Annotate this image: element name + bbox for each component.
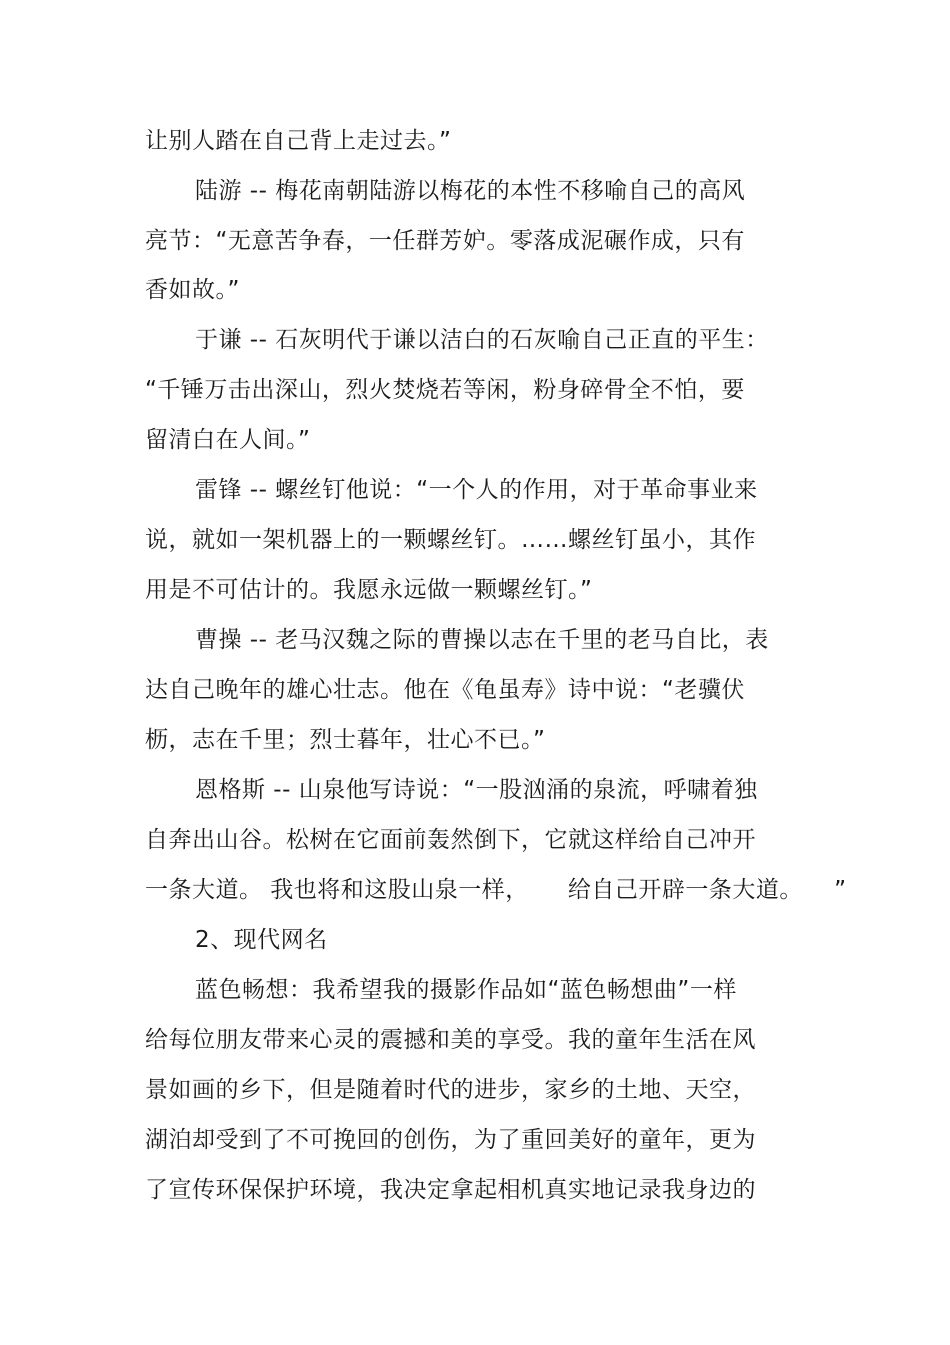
text-line: 湖泊却受到了不可挽回的创伤，为了重回美好的童年，更为 xyxy=(145,1127,756,1153)
text-line: 枥，志在千里；烈士暮年，壮心不已。” xyxy=(145,727,546,753)
text-line: 自奔出山谷。松树在它面前轰然倒下，它就这样给自己冲开 xyxy=(145,827,756,853)
text-line: 亮节：“无意苦争春，一任群芳妒。零落成泥碾作成，只有 xyxy=(145,228,745,254)
paragraph-start-line: 雷锋 -- 螺丝钉他说：“一个人的作用，对于革命事业来 xyxy=(195,477,758,503)
text-line: 让别人踏在自己背上走过去。” xyxy=(145,128,452,154)
text-line: “千锤万击出深山，烈火焚烧若等闲，粉身碎骨全不怕，要 xyxy=(145,377,745,403)
paragraph-start-line: 曹操 -- 老马汉魏之际的曹操以志在千里的老马自比，表 xyxy=(195,627,769,653)
text-line: 用是不可估计的。我愿永远做一颗螺丝钉。” xyxy=(145,577,593,603)
text-line: 给每位朋友带来心灵的震撼和美的享受。我的童年生活在风 xyxy=(145,1027,756,1053)
paragraph-start-line: 于谦 -- 石灰明代于谦以洁白的石灰喻自己正直的平生： xyxy=(195,327,769,353)
text-line: 说，就如一架机器上的一颗螺丝钉。……螺丝钉虽小，其作 xyxy=(145,527,756,553)
text-line: 了宣传环保保护环境，我决定拿起相机真实地记录我身边的 xyxy=(145,1177,756,1203)
section-heading: 2、现代网名 xyxy=(195,927,328,953)
text-line: 达自己晚年的雄心壮志。他在《龟虽寿》诗中说：“老骥伏 xyxy=(145,677,745,703)
text-line: 一条大道。 我也将和这股山泉一样， 给自己开辟一条大道。 ” xyxy=(145,877,847,903)
paragraph-start-line: 陆游 -- 梅花南朝陆游以梅花的本性不移喻自己的高风 xyxy=(195,178,746,204)
paragraph-start-line: 蓝色畅想：我希望我的摄影作品如“蓝色畅想曲”一样 xyxy=(195,977,737,1003)
paragraph-start-line: 恩格斯 -- 山泉他写诗说：“一股汹涌的泉流，呼啸着独 xyxy=(195,777,758,803)
text-line: 留清白在人间。” xyxy=(145,427,311,453)
text-line: 景如画的乡下，但是随着时代的进步，家乡的土地、天空， xyxy=(145,1077,756,1103)
text-line: 香如故。” xyxy=(145,277,240,303)
